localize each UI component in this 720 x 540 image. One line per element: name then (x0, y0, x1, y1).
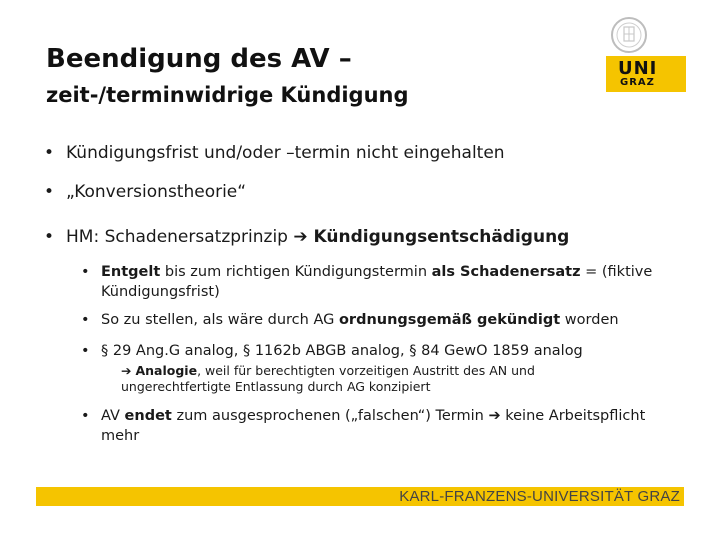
bullet-dot: • (81, 343, 90, 359)
bullet-dot: • (44, 143, 55, 163)
bullet-dot: • (81, 408, 90, 424)
bullet-3 (44, 227, 570, 247)
footer-university-name: KARL-FRANZENS-UNIVERSITÄT GRAZ (399, 488, 680, 505)
sub-bullet-1-bold-2: als Schadenersatz (431, 264, 581, 280)
uni-graz-logo (606, 14, 686, 92)
sub-bullet-3-text: § 29 Ang.G analog, § 1162b ABGB analog, § 84 GewO 1859 analog (101, 343, 583, 359)
bullet-dot: • (81, 264, 90, 280)
sub-bullet-4-text-2: zum ausgesprochenen („falschen“) Termin (171, 408, 489, 424)
logo-graz-text: GRAZ (620, 77, 655, 88)
bullet-1-text: Kündigungsfrist und/oder –termin nicht eingehalten (66, 143, 505, 163)
bullet-3-pre: HM: Schadenersatzprinzip (66, 227, 294, 247)
arrow-icon: ➔ (293, 227, 308, 247)
sub-bullet-3 (81, 341, 691, 361)
sub-bullet-1 (81, 262, 671, 302)
sub-bullet-4-text-1: AV (101, 408, 125, 424)
sub-bullet-2-text-1: So zu stellen, als wäre durch AG (101, 312, 339, 328)
footer-bar (36, 487, 684, 506)
sub-bullet-1-text-1: bis zum richtigen Kündigungstermin (160, 264, 432, 280)
arrow-icon: ➔ (121, 363, 132, 378)
sub-bullet-1-text-2: = (fiktive Kündigungsfrist) (101, 264, 653, 300)
bullet-1 (44, 143, 505, 163)
slide-title-line-1: Beendigung des AV – (46, 44, 352, 74)
university-seal-icon (610, 16, 648, 54)
bullet-dot: • (81, 312, 90, 328)
sub-bullet-4-bold: endet (124, 408, 172, 424)
sub-bullet-2-bold: ordnungsgemäß gekündigt (338, 312, 561, 328)
bullet-3-bold: Kündigungsentschädigung (307, 227, 570, 247)
note-text: , weil für berechtigten vorzeitigen Austritt des AN und ungerechtfertigte Entlassung durch AG konzipiert (121, 363, 535, 394)
sub-bullet-2-text-2: worden (560, 312, 619, 328)
sub-bullet-1-bold-1: Entgelt (101, 264, 161, 280)
bullet-dot: • (44, 227, 55, 247)
slide-title-line-2: zeit-/terminwidrige Kündigung (46, 83, 409, 107)
arrow-icon: ➔ (488, 408, 501, 424)
sub-bullet-2 (81, 310, 691, 330)
sub-bullet-4 (81, 406, 661, 446)
uni-graz-logo-box (606, 56, 686, 92)
bullet-2-text: „Konversionstheorie“ (66, 182, 247, 202)
note-bold: Analogie (135, 363, 198, 378)
analogy-note (121, 363, 591, 395)
sub-bullet-4-text-3: keine Arbeitspflicht mehr (101, 408, 646, 444)
bullet-dot: • (44, 182, 55, 202)
bullet-2 (44, 182, 247, 202)
logo-uni-text: UNI (618, 58, 658, 79)
